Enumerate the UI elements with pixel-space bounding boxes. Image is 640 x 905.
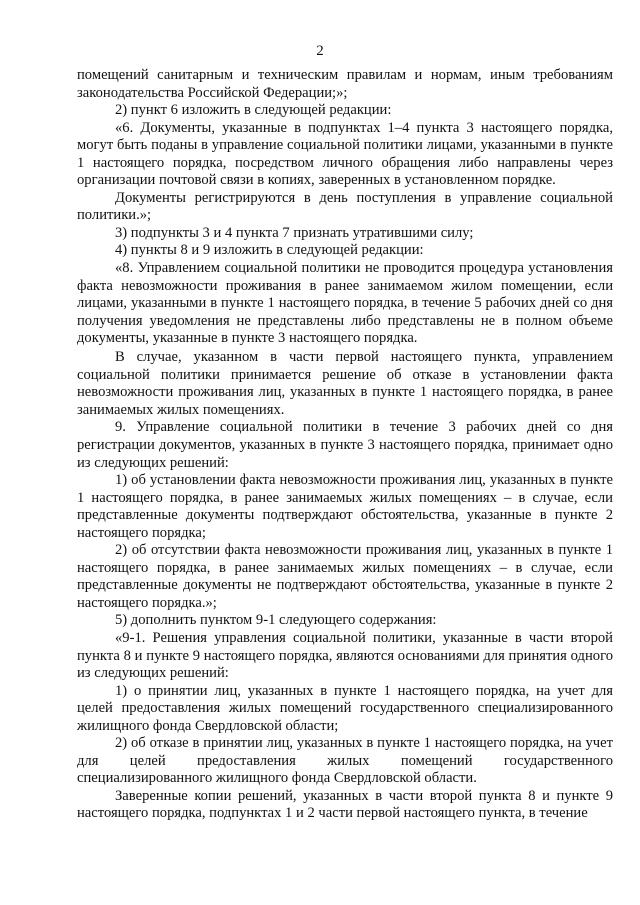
paragraph-11: 2) об отсутствии факта невозможности проживания лиц, указанных в пункте 1 настоящего порядка, в ранее занимаемых жилых помещениях – в случае, если представленные документы не подтверждают обстоятельства, указанные в пункте 2 настоящего порядка.»; xyxy=(77,542,613,611)
paragraph-16: Заверенные копии решений, указанных в части второй пункта 8 и пункте 9 настоящего порядка, подпунктах 1 и 2 части первой настоящего пункта, в течение xyxy=(77,787,613,822)
paragraph-2: 2) пункт 6 изложить в следующей редакции: xyxy=(115,102,392,119)
paragraph-5: 3) подпункты 3 и 4 пункта 7 признать утратившими силу; xyxy=(115,224,474,241)
paragraph-1: помещений санитарным и техническим правилам и нормам, иным требованиям законодательства Российской Федерации;»; xyxy=(77,67,613,101)
paragraph-12: 5) дополнить пунктом 9-1 следующего содержания: xyxy=(115,612,437,629)
document-body xyxy=(77,67,613,823)
paragraph-3: «6. Документы, указанные в подпунктах 1–4 пункта 3 настоящего порядка, могут быть поданы в управление социальной политики лицами, указанными в пункте 1 настоящего порядка, посредством личного обращения либо направлены через организации почтовой связи в копиях, заверенных в установленном порядке. xyxy=(77,119,613,189)
paragraph-6: 4) пункты 8 и 9 изложить в следующей редакции: xyxy=(115,242,424,259)
paragraph-15: 2) об отказе в принятии лиц, указанных в пункте 1 настоящего порядка, на учет для целей предоставления жилых помещений государственного специализированного жилищного фонда Свердловской области. xyxy=(77,735,613,787)
paragraph-8: В случае, указанном в части первой настоящего пункта, управлением социальной политики принимается решение об отказе в установлении факта невозможности проживания лиц, указанных в пункте 1 настоящего порядка, в ранее занимаемых жилых помещениях. xyxy=(77,349,613,418)
paragraph-10: 1) об установлении факта невозможности проживания лиц, указанных в пункте 1 настоящего порядка, в ранее занимаемых жилых помещениях – в случае, если представленные документы подтверждают обстоятельства, указанные в пункте 2 настоящего порядка; xyxy=(77,472,613,541)
paragraph-9: 9. Управление социальной политики в течение 3 рабочих дней со дня регистрации документов, указанных в пункте 3 настоящего порядка, принимает одно из следующих решений: xyxy=(77,419,613,471)
paragraph-14: 1) о принятии лиц, указанных в пункте 1 настоящего порядка, на учет для целей предоставления жилых помещений государственного специализированного жилищного фонда Свердловской области; xyxy=(77,682,613,734)
paragraph-13: «9-1. Решения управления социальной политики, указанные в части второй пункта 8 и пункте 9 настоящего порядка, являются основаниями для принятия одного из следующих решений: xyxy=(77,630,613,682)
page-number: 2 xyxy=(316,43,324,59)
paragraph-4: Документы регистрируются в день поступления в управление социальной политики.»; xyxy=(77,189,613,224)
paragraph-7: «8. Управлением социальной политики не проводится процедура установления факта невозможности проживания в ранее занимаемом жилом помещении, если лицами, указанными в пункте 1 настоящего порядка, в течение 5 рабочих дней со дня получения уведомления не представлены либо представлены не в полном объеме документы, указанные в пункте 3 настоящего порядка. xyxy=(77,260,613,347)
